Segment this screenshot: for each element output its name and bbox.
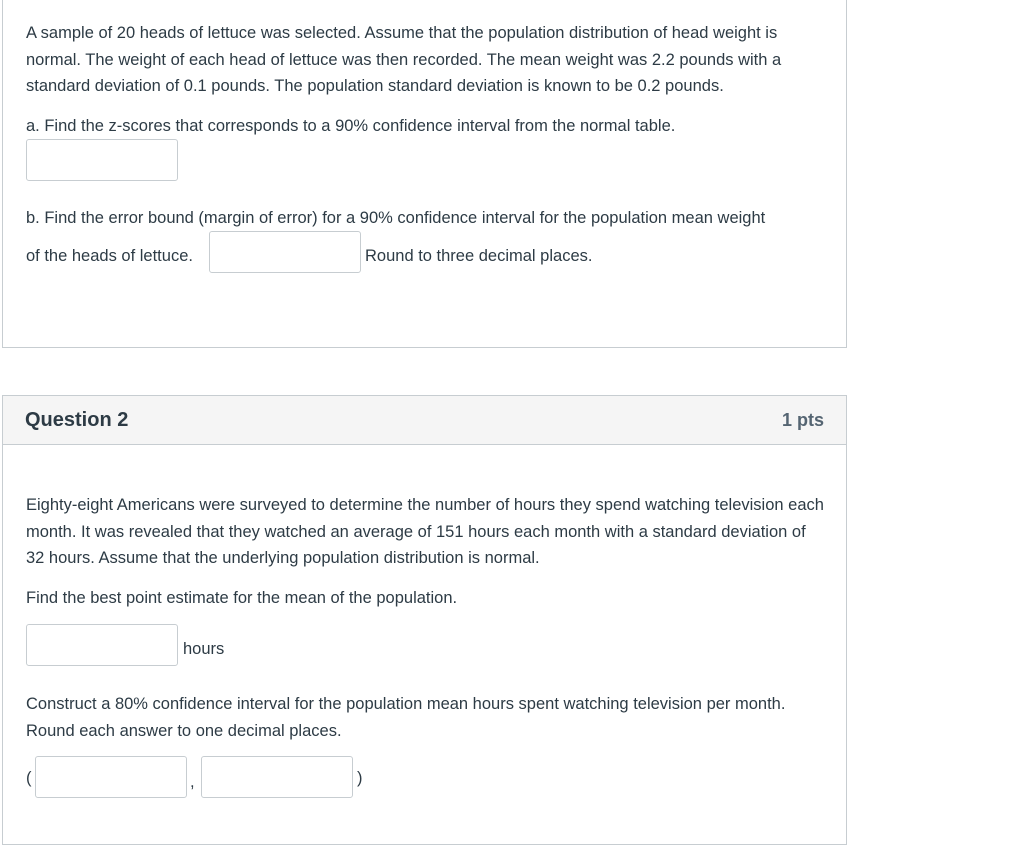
- question-1-intro: A sample of 20 heads of lettuce was selected. Assume that the population distribution of head weight is normal. The weight of each head of lettuce was then recorded. The mean weight was 2.2 pounds with a standard deviation of 0.1 pounds. The population standard deviation is known to be 0.2 pounds.: [26, 24, 782, 95]
- confidence-interval-prompt: Construct a 80% confidence interval for the population mean hours spent watching television per month. Round each answer to one decimal places.: [26, 695, 786, 740]
- point-estimate-input[interactable]: [26, 624, 178, 666]
- question-2-intro: Eighty-eight Americans were surveyed to determine the number of hours they spend watching television each month. It was revealed that they watched an average of 151 hours each month with a standard deviation of 32 hours. Assume that the underlying population distribution is normal.: [26, 496, 824, 567]
- ci-separator: ,: [190, 773, 195, 791]
- part-a-answer-input[interactable]: [26, 139, 178, 181]
- ci-upper-bound-input[interactable]: [201, 756, 353, 798]
- question-1-card: [2, 0, 847, 348]
- point-estimate-unit: hours: [183, 640, 225, 658]
- ci-lower-bound-input[interactable]: [35, 756, 187, 798]
- question-2-card: [2, 395, 847, 845]
- question-1-part-a: a. Find the z-scores that corresponds to a 90% confidence interval from the normal table.: [26, 117, 676, 135]
- ci-open-paren: (: [26, 769, 32, 787]
- question-2-points: 1 pts: [781, 409, 824, 430]
- question-1-part-b-prefix: of the heads of lettuce.: [26, 247, 193, 265]
- part-b-answer-input[interactable]: [209, 231, 361, 273]
- question-1-part-b-line1: b. Find the error bound (margin of error) for a 90% confidence interval for the population mean weight: [26, 209, 766, 227]
- question-2-title: Question 2: [25, 408, 129, 431]
- point-estimate-prompt: Find the best point estimate for the mean of the population.: [26, 589, 458, 607]
- question-1-part-b-suffix: Round to three decimal places.: [365, 247, 593, 265]
- ci-close-paren: ): [357, 769, 363, 787]
- question-2-header: [3, 396, 846, 445]
